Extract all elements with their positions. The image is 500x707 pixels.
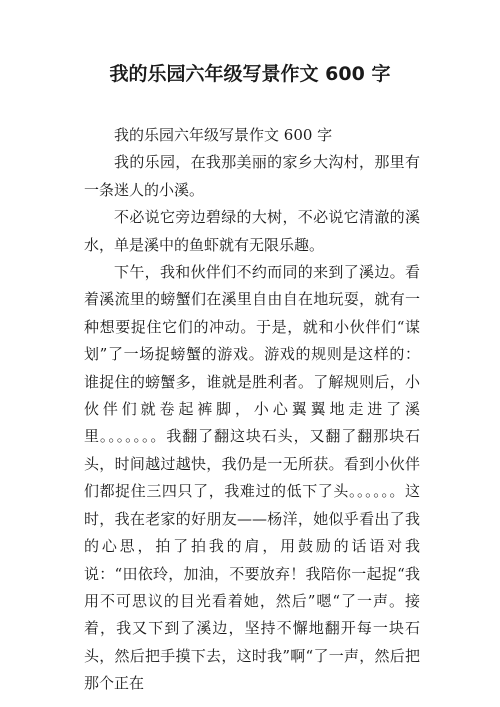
paragraph-1: 我的乐园，在我那美丽的家乡大沟村，那里有一条迷人的小溪。 — [84, 153, 420, 199]
paragraph-2: 不必说它旁边碧绿的大树，不必说它清澈的溪水，单是溪中的鱼虾就有无限乐趣。 — [84, 208, 420, 254]
document-body — [84, 122, 420, 698]
paragraph-3: 下午，我和伙伴们不约而同的来到了溪边。看着溪流里的螃蟹们在溪里自由自在地玩耍，就有一种想要捉住它们的冲动。于是，就和小伙伴们“谋划”了一场捉螃蟹的游戏。游戏的规则是这样的：谁捉住的螃蟹多，谁就是胜利者。了解规则后，小伙伴们就卷起裤脚，小心翼翼地走进了溪里。。。。。。。我翻了翻这块石头，又翻了翻那块石头，时间越过越快，我仍是一无所获。看到小伙伴们都捉住三四只了，我难过的低下了头。。。。。。这时，我在老家的好朋友——杨洋，她似乎看出了我的心思，拍了拍我的肩，用鼓励的话语对我说：“田依玲，加油，不要放弃！我陪你一起捉“我用不可思议的目光看着她，然后”嗯“了一声。接着，我又下到了溪边，坚持不懈地翻开每一块石头，然后把手摸下去，这时我”啊“了一声，然后把那个正在 — [84, 263, 420, 693]
document-title: 我的乐园六年级写景作文 600 字 — [109, 63, 391, 85]
paragraph-subtitle: 我的乐园六年级写景作文 600 字 — [114, 126, 333, 144]
